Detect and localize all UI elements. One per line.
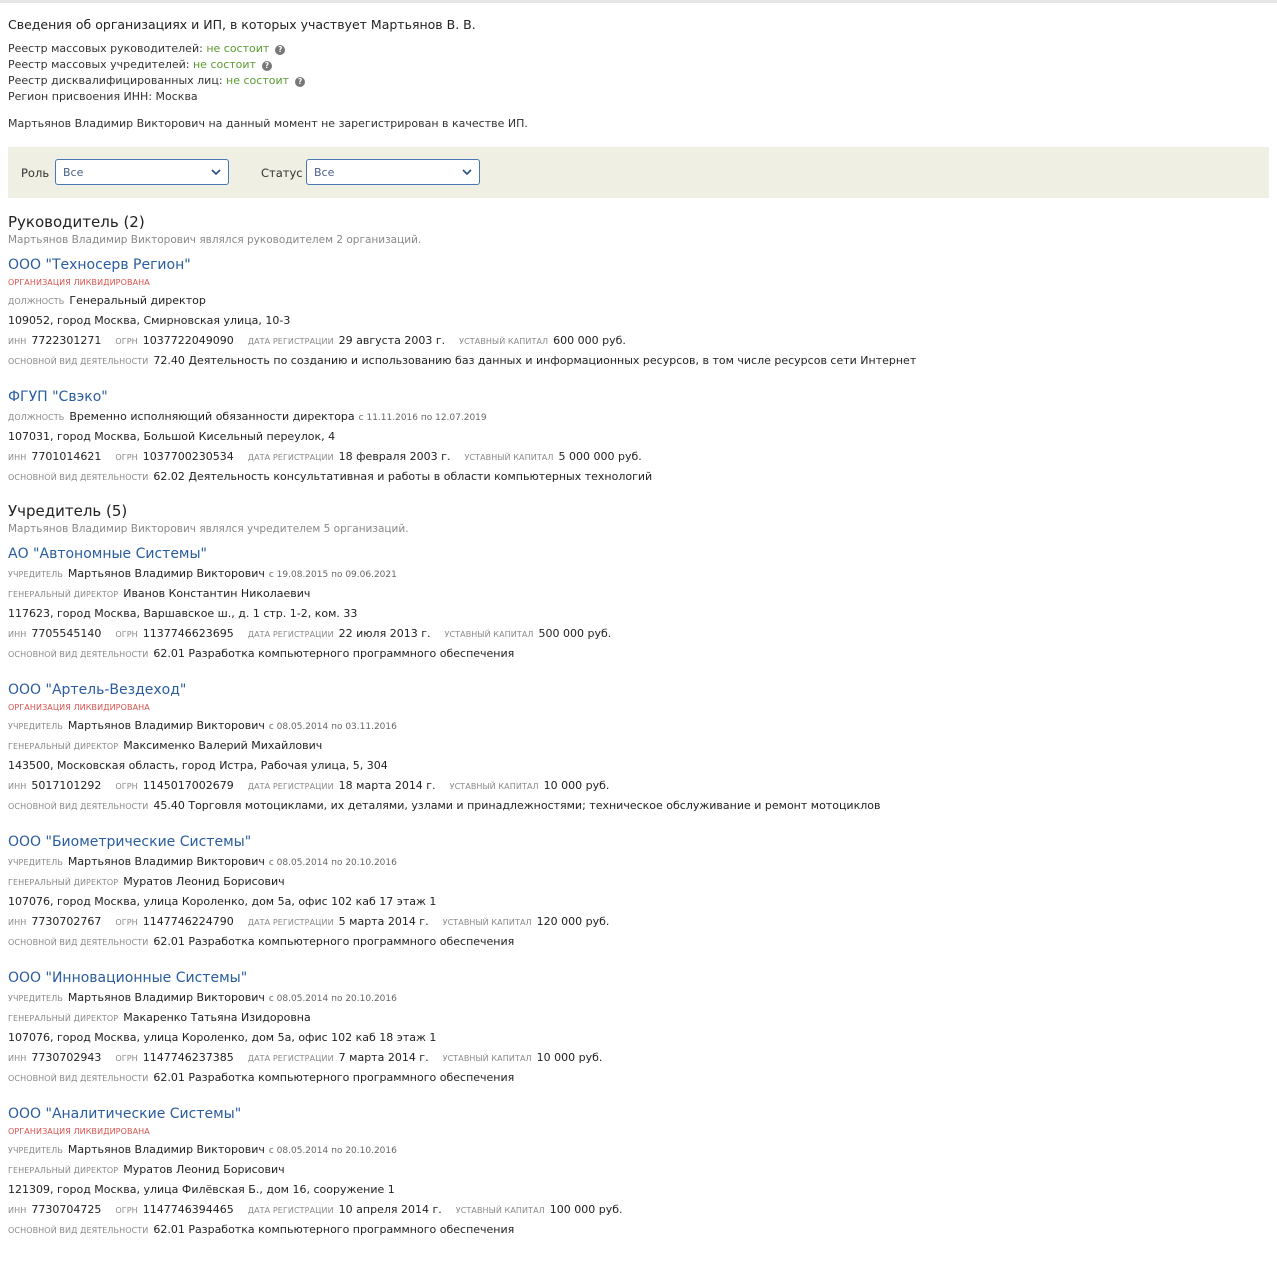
ogrn-value: 1147746237385 (142, 1051, 234, 1064)
role-label: УЧРЕДИТЕЛЬ (8, 1146, 63, 1155)
reg_date-value: 5 марта 2014 г. (338, 915, 429, 928)
org-name-link[interactable]: ООО "Биометрические Системы" (8, 834, 252, 850)
role-period: с 08.05.2014 по 20.10.2016 (268, 858, 397, 868)
inn-value: 7705545140 (31, 627, 102, 640)
org-spacer (8, 954, 1269, 968)
org-spacer (8, 373, 1269, 387)
capital-label: УСТАВНЫЙ КАПИТАЛ (464, 453, 554, 462)
inn-label: ИНН (8, 337, 27, 346)
ogrn-label: ОГРН (115, 1206, 138, 1215)
inn-value: 5017101292 (31, 779, 102, 792)
role-value[interactable]: Мартьянов Владимир Викторович (67, 1143, 265, 1156)
liquidated-badge: ОРГАНИЗАЦИЯ ЛИКВИДИРОВАНА (8, 703, 150, 712)
role-value: Временно исполняющий обязанности директора (69, 410, 355, 423)
ogrn-value: 1147746394465 (142, 1203, 234, 1216)
liquidated-badge: ОРГАНИЗАЦИЯ ЛИКВИДИРОВАНА (8, 1127, 150, 1136)
org-section (8, 212, 1269, 489)
address-row: 117623, город Москва, Варшавское ш., д. 1 стр. 1-2, ком. 33 (8, 607, 358, 620)
inn-label: ИНН (8, 453, 27, 462)
registry-label: Реестр массовых руководителей: (8, 42, 203, 55)
role-period: с 19.08.2015 по 09.06.2021 (268, 570, 397, 580)
registry-value: не состоит (192, 58, 256, 71)
capital-label: УСТАВНЫЙ КАПИТАЛ (459, 337, 549, 346)
org-card (8, 1104, 1269, 1242)
org-name-link[interactable]: ФГУП "Свэко" (8, 389, 108, 405)
details-row (8, 626, 1269, 646)
details-row (8, 1050, 1269, 1070)
reg_date-value: 29 августа 2003 г. (338, 334, 446, 347)
help-icon[interactable]: ? (262, 61, 272, 71)
role-value[interactable]: Мартьянов Владимир Викторович (67, 567, 265, 580)
registry-label: Реестр дисквалифицированных лиц: (8, 74, 223, 87)
inn-label: ИНН (8, 918, 27, 927)
ogrn-label: ОГРН (115, 1054, 138, 1063)
help-icon[interactable]: ? (275, 45, 285, 55)
org-card (8, 968, 1269, 1090)
ogrn-label: ОГРН (115, 918, 138, 927)
role-value: Генеральный директор (69, 294, 206, 307)
address-row: 143500, Московская область, город Истра, Рабочая улица, 5, 304 (8, 759, 388, 772)
inn-label: ИНН (8, 630, 27, 639)
registry-row (8, 41, 1269, 57)
role-select-value: Все (63, 166, 84, 179)
org-card (8, 544, 1269, 666)
role-label: УЧРЕДИТЕЛЬ (8, 722, 63, 731)
capital-value: 10 000 руб. (536, 1051, 603, 1064)
inn-value: 7701014621 (31, 450, 102, 463)
director-row (8, 1010, 1269, 1030)
capital-value: 120 000 руб. (536, 915, 610, 928)
org-name-link[interactable]: ООО "Артель-Вездеход" (8, 682, 187, 698)
role-row (8, 566, 1269, 586)
reg_date-value: 10 апреля 2014 г. (338, 1203, 442, 1216)
director-label: ГЕНЕРАЛЬНЫЙ ДИРЕКТОР (8, 590, 119, 599)
details-row (8, 333, 1269, 353)
role-period: с 08.05.2014 по 20.10.2016 (268, 1146, 397, 1156)
reg_date-label: ДАТА РЕГИСТРАЦИИ (247, 782, 334, 791)
activity-row (8, 646, 1269, 666)
registry-row (8, 89, 1269, 105)
activity-label: ОСНОВНОЙ ВИД ДЕЯТЕЛЬНОСТИ (8, 938, 149, 947)
capital-value: 600 000 руб. (553, 334, 626, 347)
org-spacer (8, 1090, 1269, 1104)
reg_date-label: ДАТА РЕГИСТРАЦИИ (247, 1054, 334, 1063)
activity-row (8, 353, 1269, 373)
role-value[interactable]: Мартьянов Владимир Викторович (67, 855, 265, 868)
director-label: ГЕНЕРАЛЬНЫЙ ДИРЕКТОР (8, 1166, 119, 1175)
inn-label: ИНН (8, 1054, 27, 1063)
activity-label: ОСНОВНОЙ ВИД ДЕЯТЕЛЬНОСТИ (8, 473, 149, 482)
activity-value: 62.01 Разработка компьютерного программного обеспечения (153, 935, 515, 948)
address-row: 121309, город Москва, улица Филёвская Б., дом 16, сооружение 1 (8, 1183, 395, 1196)
details-row (8, 914, 1269, 934)
ogrn-value: 1137746623695 (142, 627, 234, 640)
address-row: 107076, город Москва, улица Короленко, дом 5а, офис 102 каб 18 этаж 1 (8, 1031, 437, 1044)
activity-value: 45.40 Торговля мотоциклами, их деталями, узлами и принадлежностями; техническое обслуживание и ремонт мотоциклов (153, 799, 881, 812)
ogrn-label: ОГРН (115, 453, 138, 462)
section-title: Руководитель (2) (8, 213, 145, 231)
filters-bar (8, 147, 1269, 198)
role-row (8, 409, 1269, 429)
section-spacer (8, 489, 1269, 501)
director-value[interactable]: Максименко Валерий Михайлович (123, 739, 323, 752)
role-select[interactable] (55, 159, 229, 185)
role-label: ДОЛЖНОСТЬ (8, 297, 65, 306)
activity-row (8, 1222, 1269, 1242)
activity-row (8, 469, 1269, 489)
address-row: 107031, город Москва, Большой Кисельный переулок, 4 (8, 430, 336, 443)
director-row (8, 874, 1269, 894)
liquidated-badge: ОРГАНИЗАЦИЯ ЛИКВИДИРОВАНА (8, 278, 150, 287)
director-row (8, 738, 1269, 758)
registry-label: Регион присвоения ИНН: (8, 90, 153, 103)
section-title: Учредитель (5) (8, 502, 128, 520)
section-subtitle: Мартьянов Владимир Викторович являлся учредителем 5 организаций. (8, 523, 409, 535)
activity-value: 72.40 Деятельность по созданию и использованию баз данных и информационных ресурсов, в том числе ресурсов сети Интернет (153, 354, 917, 367)
inn-label: ИНН (8, 1206, 27, 1215)
activity-value: 62.01 Разработка компьютерного программного обеспечения (153, 647, 515, 660)
role-label: УЧРЕДИТЕЛЬ (8, 858, 63, 867)
role-value[interactable]: Мартьянов Владимир Викторович (67, 991, 265, 1004)
director-value[interactable]: Макаренко Татьяна Изидоровна (123, 1011, 311, 1024)
ogrn-label: ОГРН (115, 337, 138, 346)
activity-label: ОСНОВНОЙ ВИД ДЕЯТЕЛЬНОСТИ (8, 1074, 149, 1083)
address-row: 107076, город Москва, улица Короленко, дом 5а, офис 102 каб 17 этаж 1 (8, 895, 437, 908)
ogrn-value: 1147746224790 (142, 915, 234, 928)
role-period: с 08.05.2014 по 20.10.2016 (268, 994, 397, 1004)
role-value[interactable]: Мартьянов Владимир Викторович (67, 719, 265, 732)
capital-label: УСТАВНЫЙ КАПИТАЛ (442, 918, 532, 927)
director-row (8, 1162, 1269, 1182)
capital-value: 10 000 руб. (543, 779, 610, 792)
reg_date-value: 22 июля 2013 г. (338, 627, 431, 640)
registries-block (8, 41, 1269, 105)
director-label: ГЕНЕРАЛЬНЫЙ ДИРЕКТОР (8, 878, 119, 887)
chevron-down-icon (210, 166, 222, 178)
director-row (8, 586, 1269, 606)
capital-label: УСТАВНЫЙ КАПИТАЛ (444, 630, 534, 639)
director-value[interactable]: Иванов Константин Николаевич (123, 587, 311, 600)
page-content (0, 3, 1277, 1242)
role-label: ДОЛЖНОСТЬ (8, 413, 65, 422)
capital-label: УСТАВНЫЙ КАПИТАЛ (442, 1054, 532, 1063)
inn-value: 7730702767 (31, 915, 102, 928)
ogrn-value: 1037722049090 (142, 334, 234, 347)
ogrn-value: 1145017002679 (142, 779, 234, 792)
org-name-link[interactable]: ООО "Аналитические Системы" (8, 1106, 242, 1122)
registry-value: не состоит (206, 42, 270, 55)
registry-label: Реестр массовых учредителей: (8, 58, 190, 71)
registry-value: Москва (155, 90, 198, 103)
role-row (8, 718, 1269, 738)
help-icon[interactable]: ? (295, 77, 305, 87)
details-row (8, 778, 1269, 798)
activity-label: ОСНОВНОЙ ВИД ДЕЯТЕЛЬНОСТИ (8, 357, 149, 366)
activity-row (8, 934, 1269, 954)
section-subtitle: Мартьянов Владимир Викторович являлся руководителем 2 организаций. (8, 234, 422, 246)
org-card (8, 387, 1269, 489)
ogrn-label: ОГРН (115, 630, 138, 639)
org-section (8, 501, 1269, 1242)
ip-note: Мартьянов Владимир Викторович на данный момент не зарегистрирован в качестве ИП. (8, 117, 528, 130)
registry-row (8, 73, 1269, 89)
director-label: ГЕНЕРАЛЬНЫЙ ДИРЕКТОР (8, 742, 119, 751)
inn-label: ИНН (8, 782, 27, 791)
org-name-link[interactable]: ООО "Инновационные Системы" (8, 970, 248, 986)
activity-value: 62.01 Разработка компьютерного программного обеспечения (153, 1071, 515, 1084)
capital-value: 100 000 руб. (549, 1203, 623, 1216)
org-spacer (8, 818, 1269, 832)
address-row: 109052, город Москва, Смирновская улица, 10-3 (8, 314, 291, 327)
reg_date-label: ДАТА РЕГИСТРАЦИИ (247, 337, 334, 346)
role-period: с 11.11.2016 по 12.07.2019 (358, 413, 487, 423)
registry-row (8, 57, 1269, 73)
sections-container (8, 212, 1269, 1242)
capital-value: 5 000 000 руб. (558, 450, 642, 463)
page-title: Сведения об организациях и ИП, в которых участвует Мартьянов В. В. (8, 17, 476, 32)
ogrn-value: 1037700230534 (142, 450, 234, 463)
org-spacer (8, 666, 1269, 680)
activity-row (8, 1070, 1269, 1090)
reg_date-label: ДАТА РЕГИСТРАЦИИ (247, 1206, 334, 1215)
status-select[interactable] (306, 159, 480, 185)
ogrn-label: ОГРН (115, 782, 138, 791)
role-row (8, 1142, 1269, 1162)
role-label: УЧРЕДИТЕЛЬ (8, 570, 63, 579)
activity-label: ОСНОВНОЙ ВИД ДЕЯТЕЛЬНОСТИ (8, 1226, 149, 1235)
org-name-link[interactable]: ООО "Техносерв Регион" (8, 257, 191, 273)
capital-value: 500 000 руб. (538, 627, 612, 640)
reg_date-label: ДАТА РЕГИСТРАЦИИ (247, 453, 334, 462)
activity-label: ОСНОВНОЙ ВИД ДЕЯТЕЛЬНОСТИ (8, 650, 149, 659)
role-row (8, 854, 1269, 874)
reg_date-label: ДАТА РЕГИСТРАЦИИ (247, 918, 334, 927)
registry-value: не состоит (226, 74, 290, 87)
capital-label: УСТАВНЫЙ КАПИТАЛ (455, 1206, 545, 1215)
inn-value: 7730704725 (31, 1203, 102, 1216)
director-value[interactable]: Муратов Леонид Борисович (123, 1163, 285, 1176)
details-row (8, 449, 1269, 469)
activity-value: 62.02 Деятельность консультативная и работы в области компьютерных технологий (153, 470, 653, 483)
reg_date-label: ДАТА РЕГИСТРАЦИИ (247, 630, 334, 639)
capital-label: УСТАВНЫЙ КАПИТАЛ (449, 782, 539, 791)
role-label: УЧРЕДИТЕЛЬ (8, 994, 63, 1003)
org-card (8, 255, 1269, 373)
director-label: ГЕНЕРАЛЬНЫЙ ДИРЕКТОР (8, 1014, 119, 1023)
director-value[interactable]: Муратов Леонид Борисович (123, 875, 285, 888)
details-row (8, 1202, 1269, 1222)
org-name-link[interactable]: АО "Автономные Системы" (8, 546, 207, 562)
role-row (8, 990, 1269, 1010)
org-card (8, 832, 1269, 954)
reg_date-value: 18 марта 2014 г. (338, 779, 436, 792)
chevron-down-icon (461, 166, 473, 178)
activity-row (8, 798, 1269, 818)
inn-value: 7722301271 (31, 334, 102, 347)
role-filter-label: Роль (21, 166, 50, 180)
activity-label: ОСНОВНОЙ ВИД ДЕЯТЕЛЬНОСТИ (8, 802, 149, 811)
org-card (8, 680, 1269, 818)
role-row (8, 293, 1269, 313)
status-filter-label: Статус (261, 166, 303, 180)
inn-value: 7730702943 (31, 1051, 102, 1064)
status-select-value: Все (314, 166, 335, 179)
role-period: с 08.05.2014 по 03.11.2016 (268, 722, 397, 732)
activity-value: 62.01 Разработка компьютерного программного обеспечения (153, 1223, 515, 1236)
reg_date-value: 18 февраля 2003 г. (338, 450, 451, 463)
reg_date-value: 7 марта 2014 г. (338, 1051, 429, 1064)
